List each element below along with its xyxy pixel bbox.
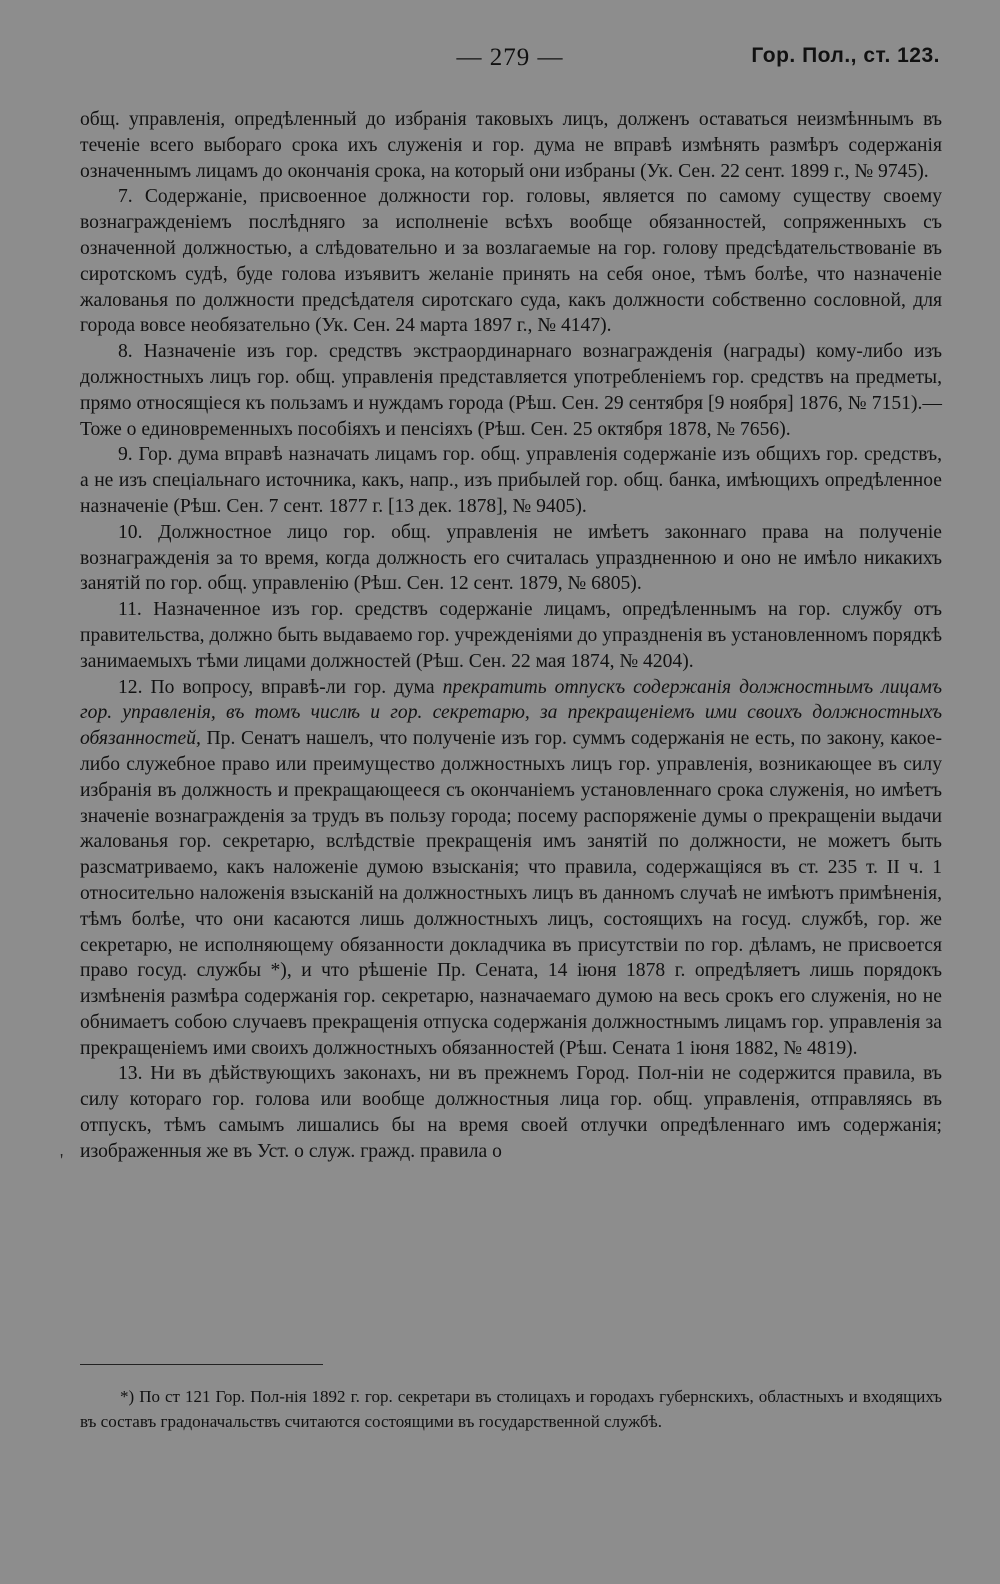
paragraph-9: 9. Гор. дума вправѣ назначать лицамъ гор. общ. управленія содержаніе изъ общихъ гор. средствъ, а не изъ спеціальнаго источника, какъ, напр., изъ прибылей гор. общ. банка, имѣющихъ опредѣленное назначеніе (Рѣш. Сен. 7 сент. 1877 г. [13 дек. 1878], № 9405).	[80, 444, 942, 517]
paragraph-12-lead: 12. По вопросу, вправѣ-ли гор. дума	[118, 676, 443, 698]
margin-mark: '	[60, 1150, 64, 1170]
footnote: *) По ст 121 Гор. Пол-нія 1892 г. гор. секретари въ столицахъ и городахъ губернскихъ, областныхъ и входящихъ въ составъ градоначальствъ считаются состоящими въ государственной службѣ.	[80, 1387, 942, 1431]
paragraph-12-body: Пр. Сенатъ нашелъ, что полученіе изъ гор. суммъ содержанія не есть, по закону, какое-либо служебное право или преимущество должностныхъ лицъ гор. управленія, возникающее въ силу избранія въ должность и прекращающееся съ окончаніемъ установленнаго срока служенія, но имѣетъ значеніе вознагражденія за трудъ въ пользу города; посему распоряженіе думы о прекращеніи выдачи жалованья гор. секретарю, вслѣдствіе прекращенія имъ занятій по должности, не можетъ быть разсматриваемо, какъ наложеніе думою взысканія; что правила, содержащіяся въ ст. 235 т. II ч. 1 относительно наложенія взысканій на должностныхъ лицъ въ данномъ случаѣ не имѣютъ примѣненія, тѣмъ болѣе, что они касаются лишь должностныхъ лицъ, состоящихъ на госуд. службѣ, гор. же секретарю, не исполняющему обязанности докладчика въ присутствіи по гор. дѣламъ, не присвоется право госуд. службы *), и что рѣшеніе Пр. Сената, 14 іюня 1878 г. опредѣляетъ лишь порядокъ измѣненія размѣра содержанія гор. секретарю, назначаемаго думою на весь срокъ его служенія, но не обнимаетъ собою случаевъ прекращенія отпуска содержанія должностнымъ лицамъ гор. управленія за прекращеніемъ ими своихъ должностныхъ обязанностей (Рѣш. Сената 1 іюня 1882, № 4819).	[80, 728, 942, 1059]
paragraph-13: 13. Ни въ дѣйствующихъ законахъ, ни въ прежнемъ Город. Пол-ніи не содержится правила, въ силу котораго гор. голова или вообще должностныя лица гор. общ. управленія, отправляясь въ отпускъ, тѣмъ самымъ лишались бы на время своей отлучки опредѣленнаго имъ содержанія; изображенныя же въ Уст. о служ. гражд. правила о	[80, 1063, 942, 1162]
paragraph-7: 7. Содержаніе, присвоенное должности гор. головы, является по самому существу своему вознагражденіемъ послѣдняго за исполненіе всѣхъ вообще обязанностей, сопряженныхъ съ означенной должностью, а слѣдовательно и за возлагаемые на гор. голову предсѣдательствованіе въ сиротскомъ судѣ, буде голова изъявитъ желаніе принять на себя оное, тѣмъ болѣе, что назначеніе жалованья по должности предсѣдателя сиротскаго суда, какъ должности собственно сословной, для города вовсе необязательно (Ук. Сен. 24 марта 1897 г., № 4147).	[80, 186, 942, 337]
footnote-rule	[80, 1364, 323, 1365]
paragraph-8: 8. Назначеніе изъ гор. средствъ экстраординарнаго вознагражденія (награды) кому-либо изъ должностныхъ лицъ гор. общ. управленія представляется употребленіемъ гор. средствъ на предметы, прямо относящіеся къ пользамъ и нуждамъ города (Рѣш. Сен. 29 сентября [9 ноября] 1876, № 7151).—Тоже о единовременныхъ пособіяхъ и пенсіяхъ (Рѣш. Сен. 25 октября 1878, № 7656).	[80, 341, 942, 440]
page-header	[0, 44, 1000, 84]
paragraph-10: 10. Должностное лицо гор. общ. управленія не имѣетъ законнаго права на полученіе вознагражденія за то время, когда должность его считалась упраздненною и оно не имѣло никакихъ занятій по гор. общ. управленію (Рѣш. Сен. 12 сент. 1879, № 6805).	[80, 521, 942, 595]
body-text	[80, 107, 942, 1165]
paragraph-12	[80, 675, 942, 1062]
paragraph-12-italic: прекратить отпускъ содержанія должностнымъ лицамъ гор. управленія, въ томъ числѣ и гор. секретарю, за прекращеніемъ ими своихъ должностныхъ обязанностей,	[80, 676, 943, 750]
paragraph-11: 11. Назначенное изъ гор. средствъ содержаніе лицамъ, опредѣленнымъ на гор. службу отъ правительства, должно быть выдаваемо гор. учрежденіями до упраздненія въ установленномъ порядкѣ занимаемыхъ тѣми лицами должностей (Рѣш. Сен. 22 мая 1874, № 4204).	[80, 599, 942, 672]
paragraph-continuation: общ. управленія, опредѣленный до избранія таковыхъ лицъ, долженъ оставаться неизмѣннымъ въ теченіе всего выбораго срока ихъ служенія и гор. дума не вправѣ измѣнять размѣръ содержанія означеннымъ лицамъ до окончанія срока, на который они избраны (Ук. Сен. 22 сент. 1899 г., № 9745).	[80, 109, 942, 182]
page-number: — 279 —	[456, 44, 564, 71]
running-title: Гор. Пол., ст. 123.	[751, 44, 940, 67]
